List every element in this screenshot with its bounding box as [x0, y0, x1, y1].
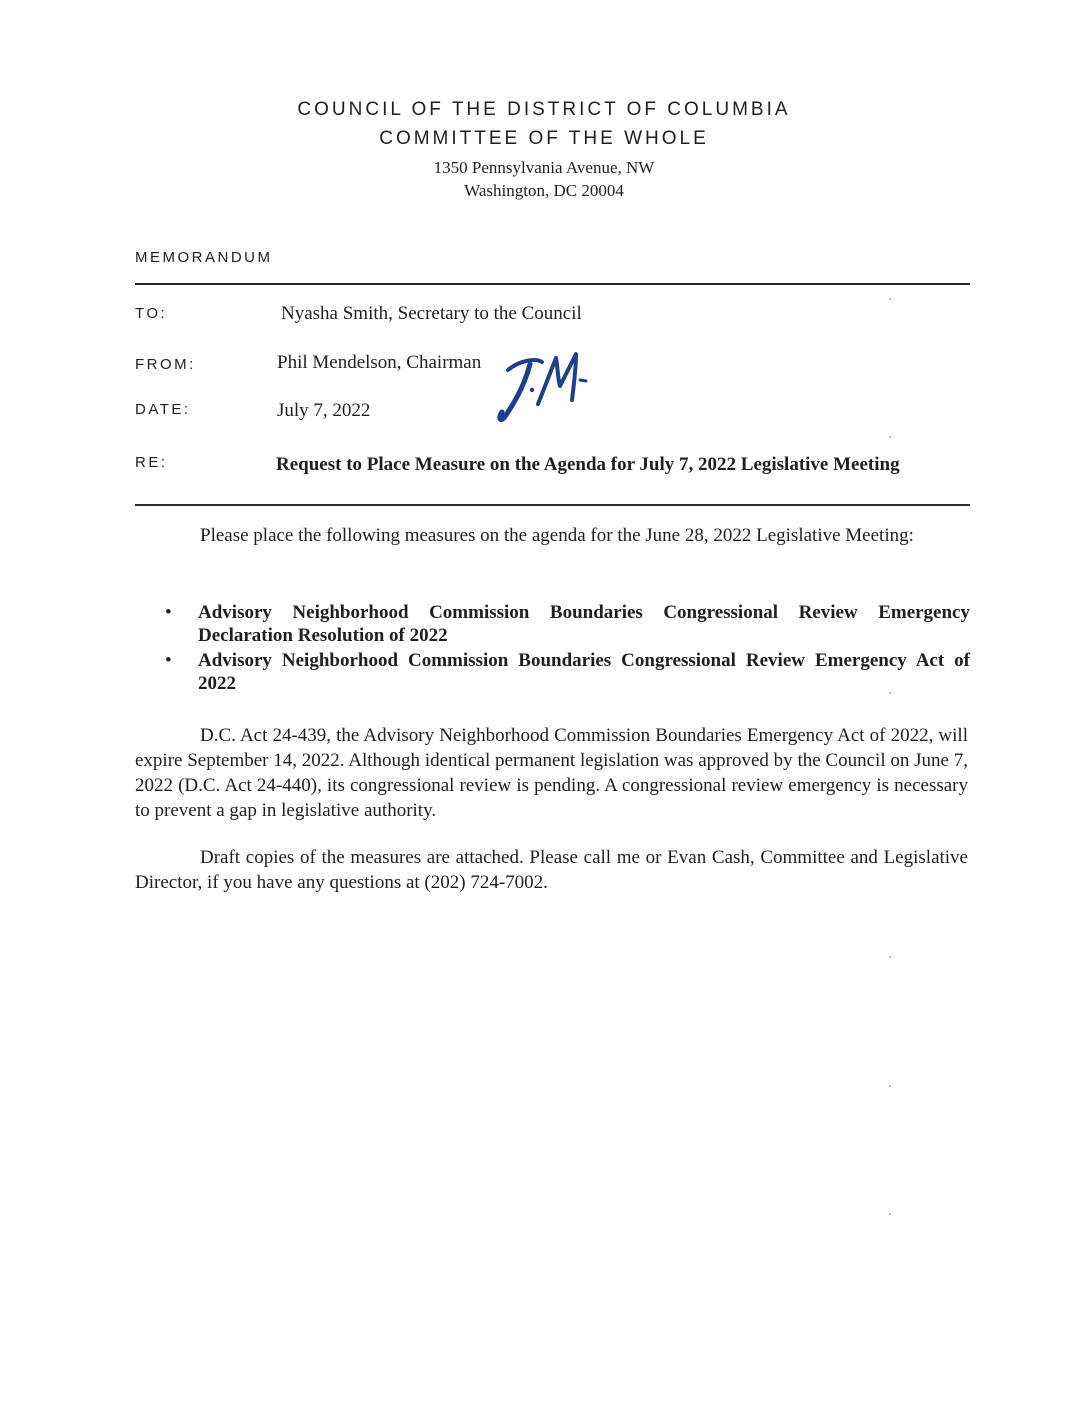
measure-title: Advisory Neighborhood Commission Boundaries Congressional Review Emergency Declaration Resolution of 2022 — [198, 602, 970, 646]
contact-paragraph: Draft copies of the measures are attached. Please call me or Evan Cash, Committee and Legislative Director, if you have any questions at (202) 724-7002. — [135, 847, 968, 893]
re-label: RE: — [135, 454, 168, 471]
scan-speck — [889, 692, 891, 694]
re-value: Request to Place Measure on the Agenda for July 7, 2022 Legislative Meeting — [276, 454, 900, 475]
scan-speck — [889, 1213, 891, 1215]
scan-speck — [889, 1085, 891, 1087]
from-label: FROM: — [135, 356, 196, 373]
date-label: DATE: — [135, 401, 191, 418]
to-label: TO: — [135, 305, 168, 322]
bullet-icon: • — [165, 650, 172, 671]
letterhead-council: COUNCIL OF THE DISTRICT OF COLUMBIA — [297, 99, 791, 120]
bullet-icon: • — [165, 602, 172, 623]
re-divider — [135, 504, 970, 506]
memorandum-label: MEMORANDUM — [135, 249, 273, 266]
letterhead-committee: COMMITTEE OF THE WHOLE — [379, 128, 709, 149]
from-value: Phil Mendelson, Chairman — [277, 352, 482, 373]
signature-image — [490, 340, 600, 430]
letterhead-city: Washington, DC 20004 — [464, 181, 624, 200]
measures-list — [165, 601, 970, 697]
measure-title: Advisory Neighborhood Commission Boundaries Congressional Review Emergency Act of 2022 — [198, 650, 970, 694]
to-value: Nyasha Smith, Secretary to the Council — [281, 303, 582, 324]
scan-speck — [889, 956, 891, 958]
intro-paragraph: Please place the following measures on the agenda for the June 28, 2022 Legislative Meeting: — [200, 525, 914, 546]
header-divider — [135, 283, 970, 285]
date-value: July 7, 2022 — [277, 400, 371, 421]
scan-speck — [889, 436, 891, 438]
scan-speck — [889, 298, 891, 300]
list-item — [165, 649, 970, 695]
list-item — [165, 601, 970, 647]
act-expiration-paragraph: D.C. Act 24-439, the Advisory Neighborhood Commission Boundaries Emergency Act of 2022, will expire September 14, 2022. Although identical permanent legislation was approved by the Council on June 7, 2022 (D.C. Act 24-440), its congressional review is pending. A congressional review emergency is necessary to prevent a gap in legislative authority. — [135, 725, 968, 821]
letterhead-street: 1350 Pennsylvania Avenue, NW — [433, 158, 655, 177]
